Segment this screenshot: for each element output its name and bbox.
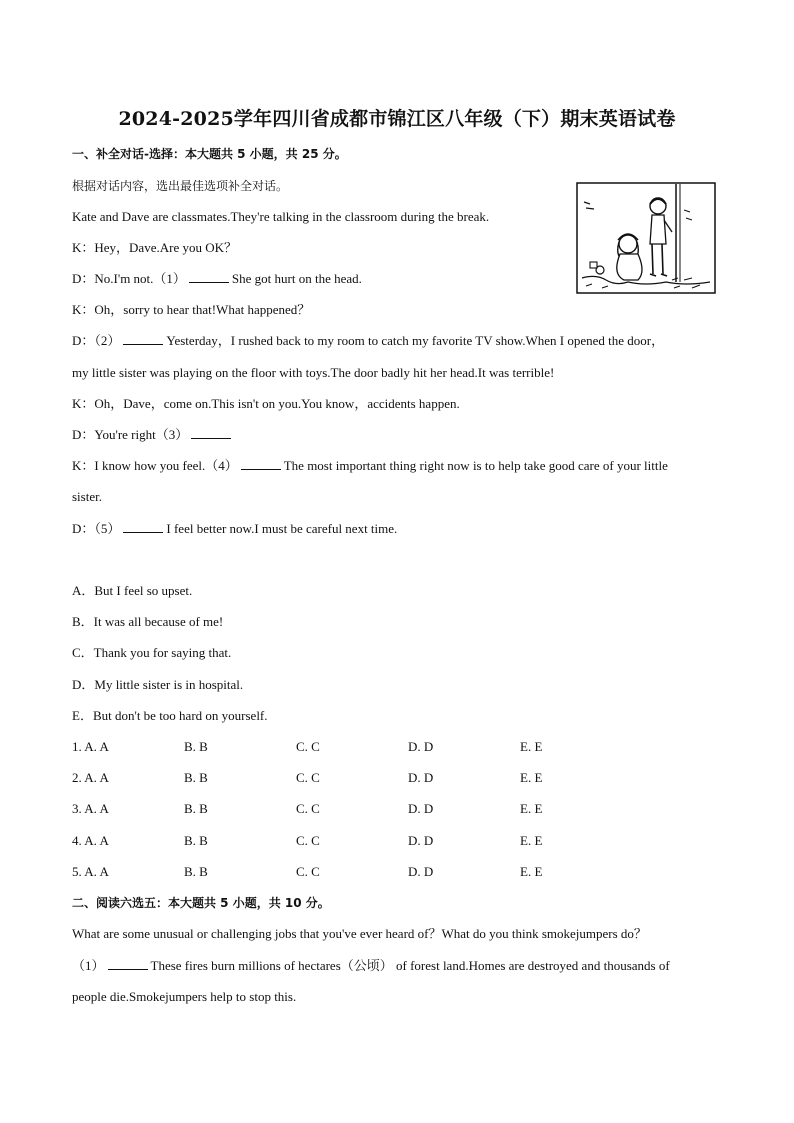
answer-blank-3[interactable] [191,427,231,439]
answer-choice-b[interactable]: B. B [184,864,208,879]
dialogue-line-6-prefix: D：You're right（3） [72,427,189,442]
answer-blank-5[interactable] [123,521,163,533]
dialogue-line-3: K：Oh，sorry to hear that!What happened？ [72,302,311,317]
option-e: E．But don't be too hard on yourself. [72,708,268,723]
dialogue-line-6 [72,427,234,443]
reading-blank-1[interactable] [108,958,148,970]
answer-choice-b[interactable]: B. B [184,833,208,848]
answer-choice-a[interactable]: 1. A. A [72,739,109,754]
dialogue-line-4-cont: my little sister was playing on the floor with toys.The door badly hit her head.It was terrible! [72,365,555,380]
option-c: C．Thank you for saying that. [72,645,232,660]
answer-row-1 [72,739,632,755]
dialogue-line-8-suffix: I feel better now.I must be careful next time. [166,521,398,536]
dialogue-line-4-prefix: D：（2） [72,333,121,348]
answer-choice-d[interactable]: D. D [408,864,434,879]
dialogue-intro: Kate and Dave are classmates.They're talking in the classroom during the break. [72,209,490,224]
option-a: A．But I feel so upset. [72,583,193,598]
dialogue-line-2-suffix: She got hurt on the head. [231,271,362,286]
dialogue-line-7 [72,458,668,474]
answer-choice-d[interactable]: D. D [408,801,434,816]
dialogue-line-5: K：Oh，Dave，come on.This isn't on you.You know，accidents happen. [72,396,460,411]
answer-row-3 [72,801,632,817]
answer-choice-a[interactable]: 2. A. A [72,770,109,785]
answer-row-2 [72,770,632,786]
answer-blank-4[interactable] [241,458,281,470]
passage-line-1: What are some unusual or challenging jobs that you've ever heard of？What do you think smokejumpers do？ [72,926,647,941]
answer-row-4 [72,833,632,849]
answer-choice-c[interactable]: C. C [296,833,320,848]
answer-choice-e[interactable]: E. E [520,770,543,785]
dialogue-line-7-prefix: K：I know how you feel.（4） [72,458,238,473]
dialogue-line-8 [72,521,397,537]
passage-line-3: people die.Smokejumpers help to stop this. [72,989,297,1004]
dialogue-line-7-suffix: The most important thing right now is to help take good care of your little [283,458,668,473]
passage-line-2-prefix: （1） [72,958,105,973]
answer-choice-c[interactable]: C. C [296,864,320,879]
answer-choice-b[interactable]: B. B [184,770,208,785]
answer-row-5 [72,864,632,880]
answer-choice-e[interactable]: E. E [520,833,543,848]
answer-choice-e[interactable]: E. E [520,864,543,879]
answer-choice-b[interactable]: B. B [184,801,208,816]
option-b: B．It was all because of me! [72,614,224,629]
passage-line-2-suffix: These fires burn millions of hectares（公顷） of forest land.Homes are destroyed and thousands of [150,958,670,973]
answer-blank-2[interactable] [123,333,163,345]
answer-choice-d[interactable]: D. D [408,770,434,785]
answer-choice-e[interactable]: E. E [520,739,543,754]
passage-line-2 [72,958,670,974]
answer-choice-c[interactable]: C. C [296,801,320,816]
dialogue-line-4 [72,333,664,349]
option-d: D．My little sister is in hospital. [72,677,244,692]
answer-choice-b[interactable]: B. B [184,739,208,754]
dialogue-line-7-cont: sister. [72,489,102,504]
dialogue-line-2-prefix: D：No.I'm not.（1） [72,271,186,286]
answer-choice-e[interactable]: E. E [520,801,543,816]
answer-choice-c[interactable]: C. C [296,770,320,785]
answer-choice-d[interactable]: D. D [408,833,434,848]
classroom-accident-illustration [576,182,716,294]
section1-instruction: 根据对话内容，选出最佳选项补全对话。 [72,179,289,193]
answer-choice-a[interactable]: 3. A. A [72,801,109,816]
exam-title: 2024-2025学年四川省成都市锦江区八年级（下）期末英语试卷 [118,108,676,130]
answer-choice-a[interactable]: 4. A. A [72,833,109,848]
answer-choice-d[interactable]: D. D [408,739,434,754]
dialogue-line-1: K：Hey，Dave.Are you OK？ [72,240,237,255]
answer-choice-a[interactable]: 5. A. A [72,864,109,879]
answer-choice-c[interactable]: C. C [296,739,320,754]
dialogue-line-2 [72,271,362,287]
section2-heading: 二、阅读六选五：本大题共 5 小题，共 10 分。 [72,896,330,910]
dialogue-line-4-suffix: Yesterday，I rushed back to my room to catch my favorite TV show.When I opened the door， [166,333,665,348]
section1-heading: 一、补全对话-选择：本大题共 5 小题，共 25 分。 [72,147,347,161]
answer-blank-1[interactable] [189,271,229,283]
dialogue-line-8-prefix: D：（5） [72,521,121,536]
